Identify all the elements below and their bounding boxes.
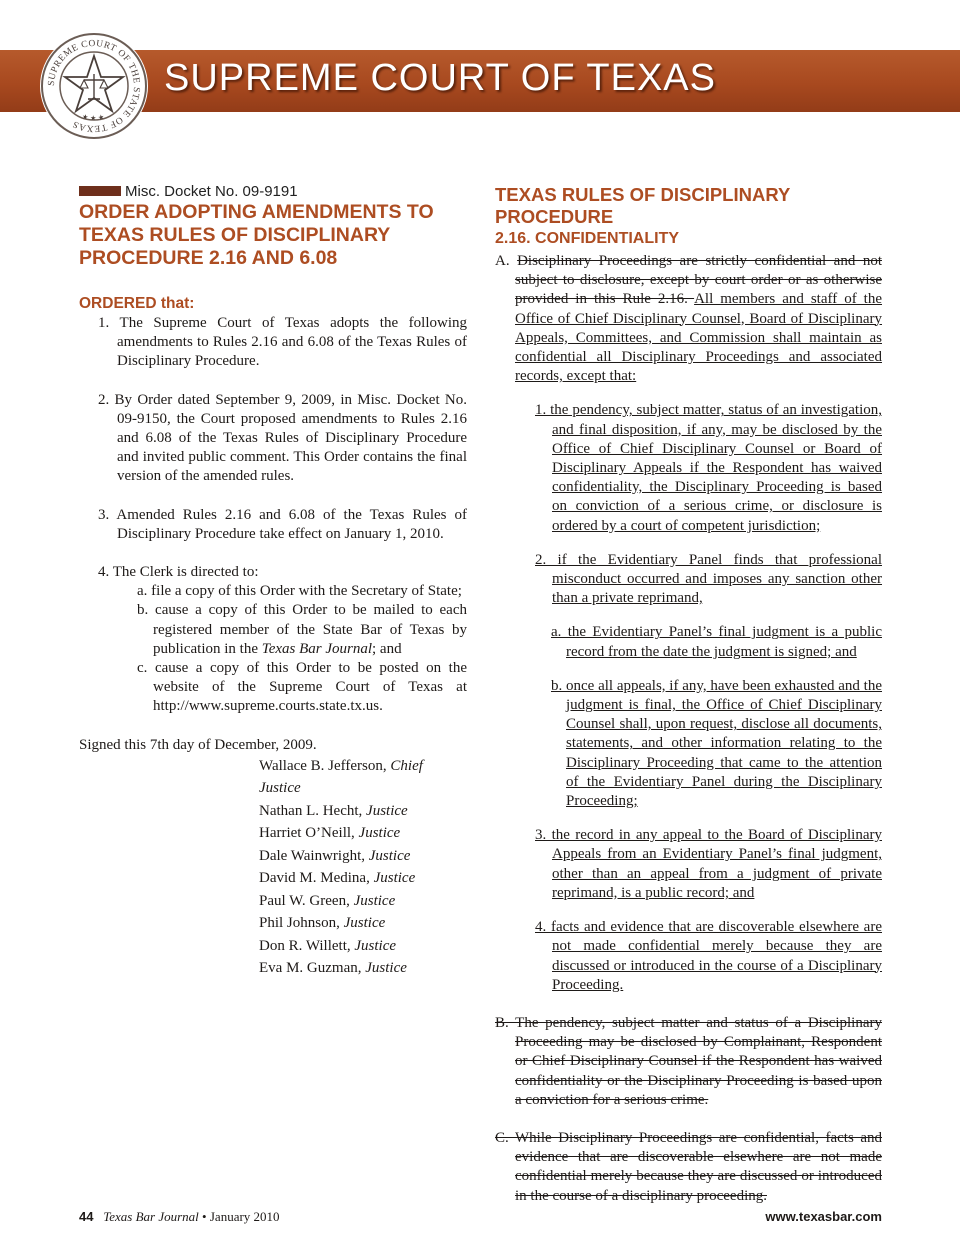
order-item-4: 4. The Clerk is directed to: [98, 564, 259, 581]
svg-text:★ ★ ★: ★ ★ ★ [81, 112, 106, 123]
signatory: Wallace B. Jefferson, Chief Justice [259, 757, 423, 797]
court-seal-icon [38, 30, 150, 142]
signatory: Don R. Willett, Justice [259, 937, 397, 954]
signature-list [79, 755, 467, 980]
rule-item-3: 3. the record in any appeal to the Board of Disciplinary Appeals from an Evidentiary Panel’s final judgment, other than an appeal from a judgment of private reprimand, is a public record; and [535, 827, 882, 901]
section-a-label: A. [495, 253, 518, 269]
order-heading: ORDER ADOPTING AMENDMENTS TO TEXAS RULES OF DISCIPLINARY PROCEDURE 2.16 AND 6.08 [79, 201, 434, 269]
docket-line [79, 182, 467, 201]
item-4b-text: b. cause a copy of this Order to be mailed to each registered member of the State Bar of Texas by publication in the [137, 602, 467, 657]
docket-bar [79, 186, 121, 196]
rule-2-16-heading: 2.16. CONFIDENTIALITY [495, 230, 680, 247]
rules-heading: TEXAS RULES OF DISCIPLINARY PROCEDURE [495, 184, 791, 227]
rule-item-2a: a. the Evidentiary Panel’s final judgment is a public record from the date the judgment is signed; and [551, 624, 882, 660]
page-number: 44 [79, 1209, 94, 1224]
issue-date: January 2010 [209, 1209, 280, 1224]
rule-section-a [495, 252, 882, 386]
rule-item-2b: b. once all appeals, if any, have been exhausted and the judgment is final, the Office of Chief Disciplinary Counsel shall, upon request, disclose all documents, statements, and other information relating to the Disciplinary Proceeding that came to the attention of the Evidentiary Panel during the Disciplinary Proceeding; [551, 677, 882, 810]
signed-date: Signed this 7th day of December, 2009. [79, 736, 317, 753]
website-link[interactable]: www.texasbar.com [765, 1209, 882, 1224]
signatory: Dale Wainwright, Justice [259, 847, 411, 864]
deleted-text: Disciplinary Proceedings are strictly confidential and not subject to disclosure, except by court order or as otherwise provided in this Rule 2.16. [515, 253, 882, 308]
added-text: All members and staff of the Office of Chief Disciplinary Counsel, Board of Disciplinary Appeals, Committees, and Commission shall maintain as confidential all Disciplinary Proceedings and associated records, except that: [515, 291, 882, 385]
svg-text:SUPREME COURT OF THE STATE OF: SUPREME COURT OF THE STATE OF TEXAS [46, 38, 142, 134]
item-4b-journal: Texas Bar Journal [261, 640, 373, 657]
rule-section-c-deleted: C. While Disciplinary Proceedings are confidential, facts and evidence that are discoverable elsewhere are not made confidential merely because they are discussed or introduced in the course of a disciplinary proceeding. [495, 1129, 882, 1204]
rules-column [495, 184, 882, 1206]
signatory: David M. Medina, Justice [259, 870, 416, 887]
page-title: SUPREME COURT OF TEXAS [164, 57, 716, 99]
order-item-1: 1. The Supreme Court of Texas adopts the following amendments to Rules 2.16 and 6.08 of the Texas Rules of Disciplinary Procedure. [98, 315, 467, 370]
signatory: Paul W. Green, Justice [259, 892, 396, 909]
order-column [79, 182, 467, 980]
signatory: Eva M. Guzman, Justice [259, 960, 407, 977]
rule-item-2: 2. if the Evidentiary Panel finds that professional misconduct occurred and imposes any sanction other than a private reprimand, [535, 551, 882, 607]
signatory: Phil Johnson, Justice [259, 915, 386, 932]
order-item-4a: a. file a copy of this Order with the Secretary of State; [137, 583, 462, 600]
signatory: Harriet O’Neill, Justice [259, 825, 401, 842]
rule-item-1: 1. the pendency, subject matter, status of an investigation, and final disposition, if any, may be disclosed by the Office of Chief Disciplinary Counsel or Board of Disciplinary Appeals if the Respondent has waived confidentiality, the Disciplinary Proceeding is based on conviction of a serious crime, or disclosure is ordered by a court of competent jurisdiction; [535, 402, 882, 534]
order-item-4b [137, 601, 467, 659]
rule-section-b-deleted: B. The pendency, subject matter and status of a Disciplinary Proceeding may be disclosed by Complainant, Respondent or Chief Disciplinary Counsel if the Respondent has waived confidentiality or the Disciplinary Proceeding is based upon a conviction for a serious crime. [495, 1014, 882, 1108]
order-item-2: 2. By Order dated September 9, 2009, in Misc. Docket No. 09-9150, the Court proposed amendments to Rules 2.16 and 6.08 of the Texas Rules of Disciplinary Procedure and invited public comment. This Order contains the final version of the amended rules. [98, 391, 467, 485]
order-item-4c: c. cause a copy of this Order to be posted on the website of the Supreme Court of Texas at http://www.supreme.courts.state.tx.us. [137, 660, 467, 715]
rule-item-4: 4. facts and evidence that are discoverable elsewhere are not made confidential merely because they are discussed or introduced in the course of a Disciplinary Proceeding. [535, 919, 882, 993]
ordered-label: ORDERED that: [79, 295, 195, 312]
order-item-3: 3. Amended Rules 2.16 and 6.08 of the Texas Rules of Disciplinary Procedure take effect on January 1, 2010. [98, 506, 467, 542]
docket-number: Misc. Docket No. 09-9191 [125, 183, 298, 200]
footer-separator: • [198, 1209, 210, 1224]
signatory: Nathan L. Hecht, Justice [259, 802, 408, 819]
item-4b-end: ; and [372, 640, 402, 657]
page-footer [79, 1209, 882, 1225]
journal-name: Texas Bar Journal [103, 1209, 199, 1224]
